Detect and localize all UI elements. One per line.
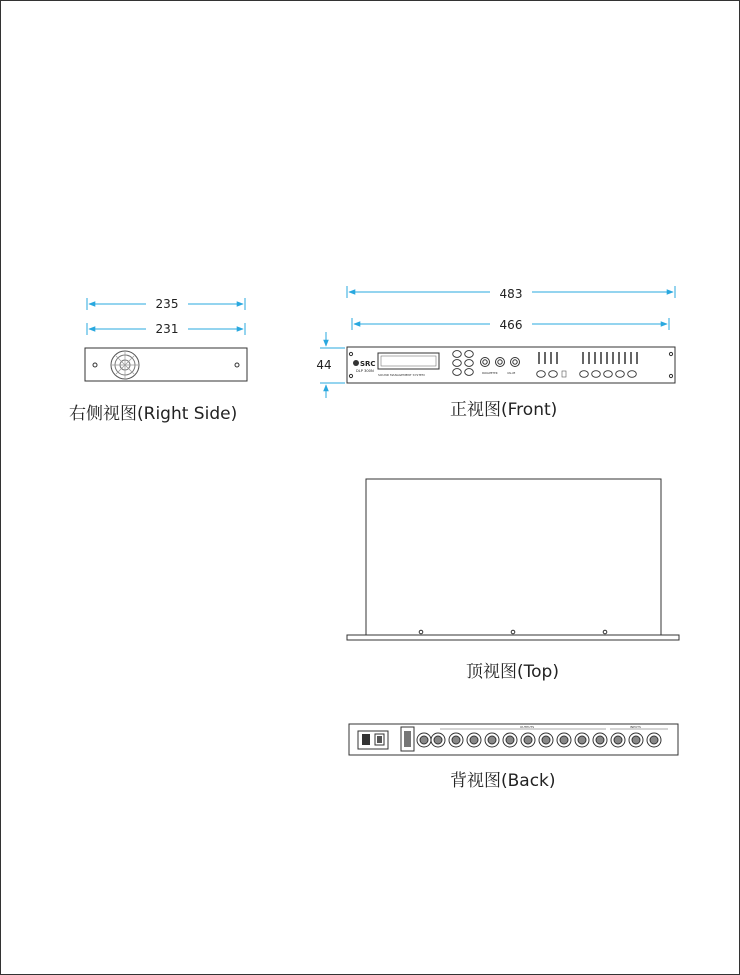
xlr-pin [650,736,658,744]
xlr-pin [632,736,640,744]
xlr-pin [420,736,428,744]
outputs-text: OUTPUTS [520,725,535,729]
subtitle-text: SOUND MANAGEMENT SYSTEM [378,373,425,377]
label-back: 背视图(Back) [450,771,556,791]
value-text: VALUE [507,372,516,375]
label-right-side: 右侧视图(Right Side) [69,404,238,424]
xlr-pin [452,736,460,744]
inputs-text: INPUTS [630,725,641,729]
xlr-pin [578,736,586,744]
xlr-pin [470,736,478,744]
dim-44-label: 44 [316,358,332,372]
dim-231-label: 231 [155,322,179,336]
brand-text: SRC [360,360,376,368]
dim-483-label: 483 [499,287,523,301]
xlr-pin [488,736,496,744]
parameter-text: PARAMETER [482,372,498,375]
xlr-pin [614,736,622,744]
xlr-pin [506,736,514,744]
xlr-pin [524,736,532,744]
top-view [347,479,679,640]
label-top: 顶视图(Top) [466,662,559,682]
xlr-pin [560,736,568,744]
xlr-pin [596,736,604,744]
model-text: DLP 300N [356,369,374,373]
label-front: 正视图(Front) [450,400,558,420]
right-side-view [85,297,247,381]
dim-466-label: 466 [499,318,523,332]
dim-235-label: 235 [155,297,179,311]
front-view [316,286,675,398]
xlr-pin [434,736,442,744]
xlr-pin [542,736,550,744]
